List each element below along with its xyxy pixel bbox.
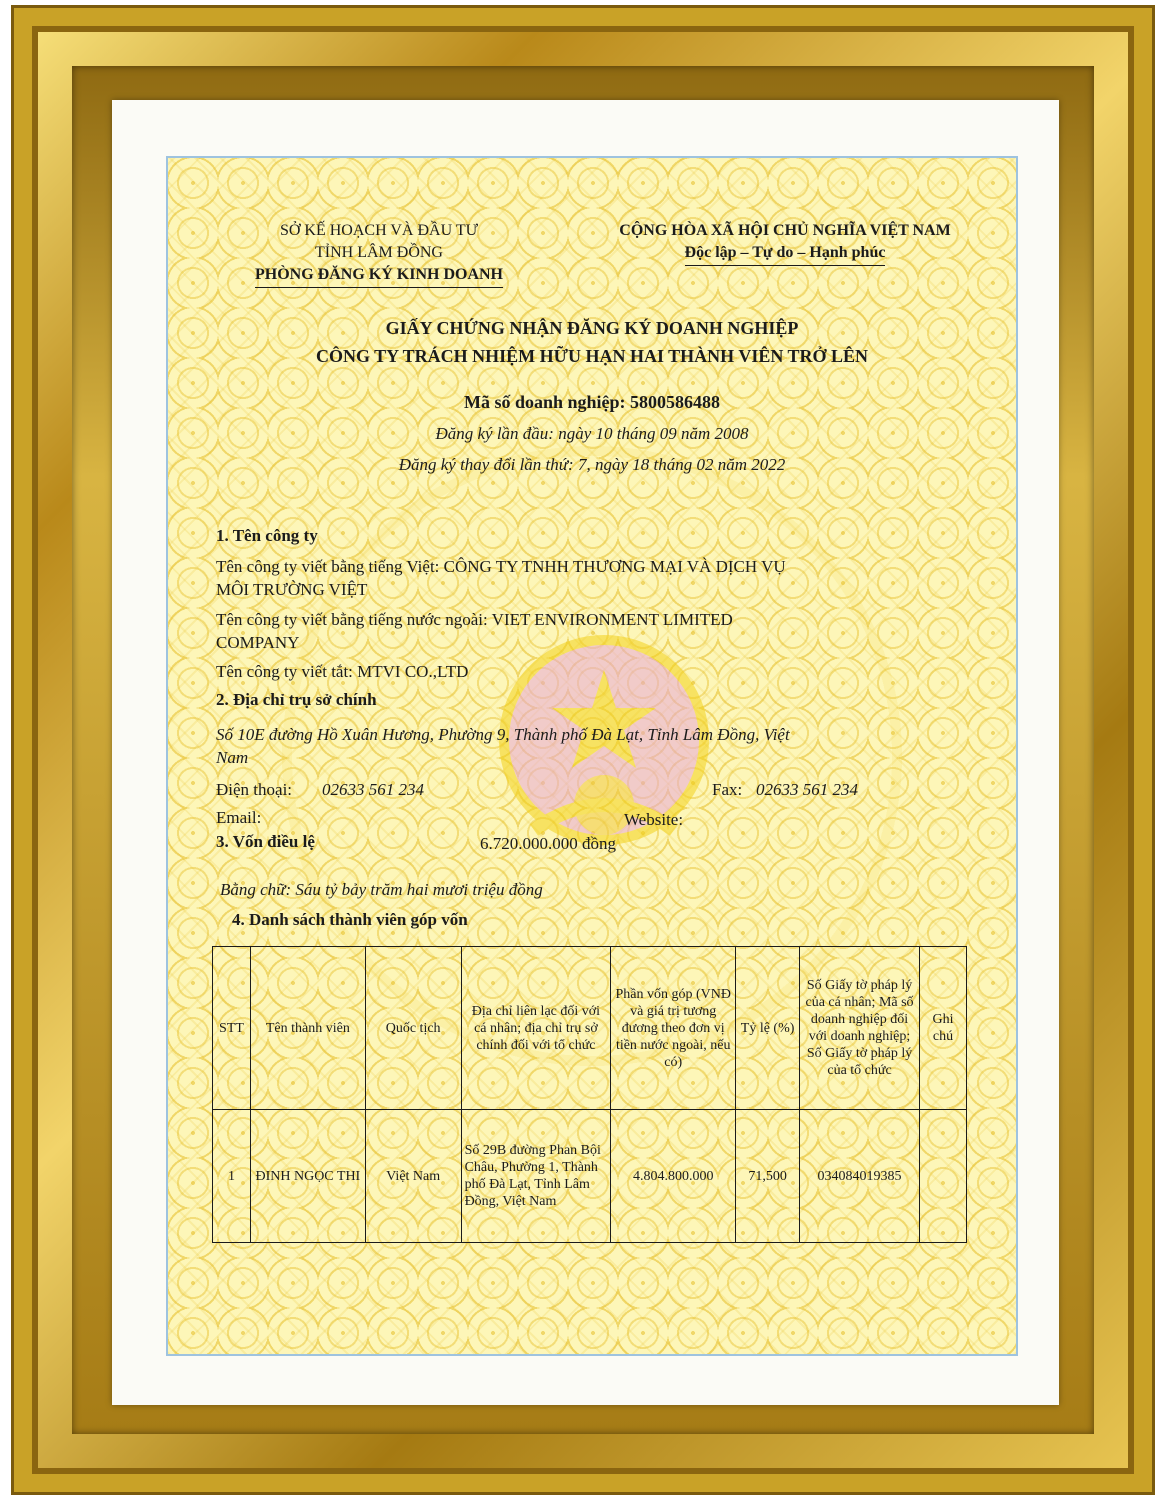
- charter-capital-amount: 6.720.000.000 đồng: [480, 834, 616, 853]
- enterprise-code: Mã số doanh nghiệp: 5800586488: [463, 392, 721, 412]
- issuer-office: PHÒNG ĐĂNG KÝ KINH DOANH: [255, 264, 503, 288]
- company-name-foreign-line2: COMPANY: [216, 633, 300, 652]
- first-registration: Đăng ký lần đầu: ngày 10 tháng 09 năm 2008: [435, 424, 749, 443]
- company-short-name: Tên công ty viết tắt: MTVI CO.,LTD: [216, 662, 469, 681]
- company-type-title: CÔNG TY TRÁCH NHIỆM HỮU HẠN HAI THÀNH VIÊN TRỞ LÊN: [315, 346, 869, 366]
- col-header-ratio: Tỷ lệ (%): [736, 947, 800, 1110]
- email-label: Email:: [216, 808, 262, 827]
- col-header-note: Ghi chú: [919, 947, 966, 1110]
- national-header: [570, 220, 1000, 266]
- website-label: Website:: [624, 810, 684, 829]
- section1-heading: 1. Tên công ty: [216, 526, 318, 545]
- col-header-legal-id: Số Giấy tờ pháp lý của cá nhân; Mã số doanh nghiệp đối với doanh nghiệp; Số Giấy tờ pháp lý của tổ chức: [800, 947, 920, 1110]
- certificate-title: GIẤY CHỨNG NHẬN ĐĂNG KÝ DOANH NGHIỆP: [385, 318, 799, 338]
- charter-capital-in-words: Bằng chữ: Sáu tỷ bảy trăm hai mươi triệu đồng: [220, 880, 543, 899]
- republic-name: CỘNG HÒA XÃ HỘI CHỦ NGHĨA VIỆT NAM: [619, 222, 951, 239]
- company-name-foreign-line1: Tên công ty viết bằng tiếng nước ngoài: VIET ENVIRONMENT LIMITED: [216, 610, 733, 629]
- issuer-header: [214, 220, 544, 288]
- table-row: [213, 1110, 967, 1243]
- head-office-address-line1: Số 10E đường Hồ Xuân Hương, Phường 9, Thành phố Đà Lạt, Tỉnh Lâm Đồng, Việt: [216, 725, 790, 744]
- section4-heading: 4. Danh sách thành viên góp vốn: [232, 910, 468, 929]
- cell-ratio: 71,500: [736, 1110, 800, 1243]
- cell-legal-id: 034084019385: [800, 1110, 920, 1243]
- cell-stt: 1: [213, 1110, 251, 1243]
- section2-heading: 2. Địa chỉ trụ sở chính: [216, 690, 377, 709]
- phone-value: 02633 561 234: [322, 780, 424, 799]
- company-name-vn-line2: MÔI TRƯỜNG VIỆT: [216, 580, 368, 599]
- cell-address: Số 29B đường Phan Bội Châu, Phường 1, Thành phố Đà Lạt, Tỉnh Lâm Đồng, Việt Nam: [461, 1110, 611, 1243]
- col-header-member-name: Tên thành viên: [250, 947, 365, 1110]
- members-table: [212, 946, 967, 1243]
- col-header-address: Địa chỉ liên lạc đối với cá nhân; địa chỉ trụ sở chính đối với tổ chức: [461, 947, 611, 1110]
- head-office-address-line2: Nam: [216, 748, 249, 767]
- change-registration: Đăng ký thay đổi lần thứ: 7, ngày 18 tháng 02 năm 2022: [398, 455, 786, 474]
- issuer-department: SỞ KẾ HOẠCH VÀ ĐẦU TƯ: [279, 222, 479, 239]
- cell-capital: 4.804.800.000: [611, 1110, 736, 1243]
- cell-member-name: ĐINH NGỌC THI: [250, 1110, 365, 1243]
- col-header-nationality: Quốc tịch: [365, 947, 461, 1110]
- col-header-stt: STT: [213, 947, 251, 1110]
- national-motto: Độc lập – Tự do – Hạnh phúc: [685, 242, 886, 266]
- phone-label: Điện thoại:: [216, 780, 293, 799]
- col-header-capital: Phần vốn góp (VNĐ và giá trị tương đương theo đơn vị tiền nước ngoài, nếu có): [611, 947, 736, 1110]
- table-header-row: [213, 947, 967, 1110]
- fax-label: Fax:: [712, 780, 743, 799]
- cell-nationality: Việt Nam: [365, 1110, 461, 1243]
- issuer-province: TỈNH LÂM ĐỒNG: [315, 244, 443, 261]
- section3-heading: 3. Vốn điều lệ: [216, 832, 315, 851]
- cell-note: [919, 1110, 966, 1243]
- fax-value: 02633 561 234: [756, 780, 858, 799]
- company-name-vn-line1: Tên công ty viết bằng tiếng Việt: CÔNG TY TNHH THƯƠNG MẠI VÀ DỊCH VỤ: [216, 557, 786, 576]
